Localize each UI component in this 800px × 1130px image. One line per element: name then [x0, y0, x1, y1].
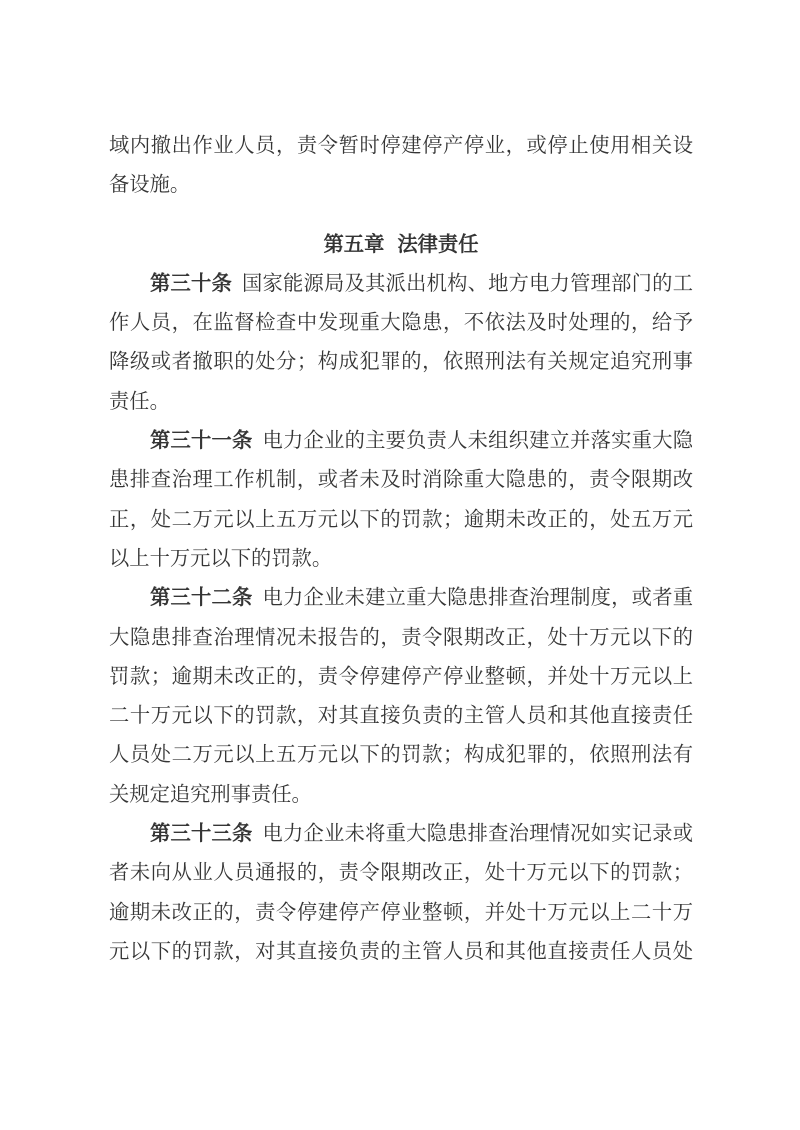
chapter-number: 第五章 [323, 231, 385, 256]
text-line [109, 264, 693, 303]
text-line: 正，处二万元以上五万元以下的罚款；逾期未改正的，处五万元 [109, 506, 693, 531]
text-line: 以上十万元以下的罚款。 [109, 545, 333, 570]
text-line: 作人员，在监督检查中发现重大隐患，不依法及时处理的，给予 [109, 310, 693, 335]
text-line [109, 578, 693, 617]
article-number: 第三十一条 [150, 428, 253, 453]
line-text: 国家能源局及其派出机构、地方电力管理部门的工 [242, 270, 693, 295]
article-number: 第三十二条 [150, 585, 253, 610]
document-content [109, 126, 693, 971]
text-line: 域内撤出作业人员，责令暂时停建停产停业，或停止使用相关设 [109, 133, 693, 157]
line-text: 电力企业未建立重大隐患排查治理制度，或者重 [262, 585, 693, 610]
text-line [109, 814, 693, 853]
line-text: 电力企业的主要负责人未组织建立并落实重大隐 [262, 428, 693, 453]
text-line: 关规定追究刑事责任。 [109, 781, 312, 806]
chapter-title: 法律责任 [397, 231, 479, 256]
text-line [109, 421, 693, 460]
text-line: 逾期未改正的，责令停建停产停业整顿，并处十万元以上二十万 [109, 899, 693, 924]
text-line: 责任。 [109, 388, 170, 413]
line-text: 电力企业未将重大隐患排查治理情况如实记录或 [262, 821, 693, 846]
text-line: 者未向从业人员通报的，责令限期改正，处十万元以下的罚款； [109, 860, 693, 885]
text-line: 人员处二万元以上五万元以下的罚款；构成犯罪的，依照刑法有 [109, 742, 693, 767]
text-line: 大隐患排查治理情况未报告的，责令限期改正，处十万元以下的 [109, 624, 693, 649]
text-line: 罚款；逾期未改正的，责令停建停产停业整顿，并处十万元以上 [109, 663, 693, 688]
text-line: 患排查治理工作机制，或者未及时消除重大隐患的，责令限期改 [109, 467, 693, 492]
text-line: 备设施。 [109, 172, 191, 197]
text-line: 元以下的罚款，对其直接负责的主管人员和其他直接责任人员处 [109, 938, 693, 963]
article-number: 第三十三条 [150, 821, 253, 846]
chapter-heading [109, 225, 693, 264]
text-line: 二十万元以下的罚款，对其直接负责的主管人员和其他直接责任 [109, 703, 693, 728]
article-number: 第三十条 [150, 270, 233, 295]
text-line: 降级或者撤职的处分；构成犯罪的，依照刑法有关规定追究刑事 [109, 349, 693, 374]
